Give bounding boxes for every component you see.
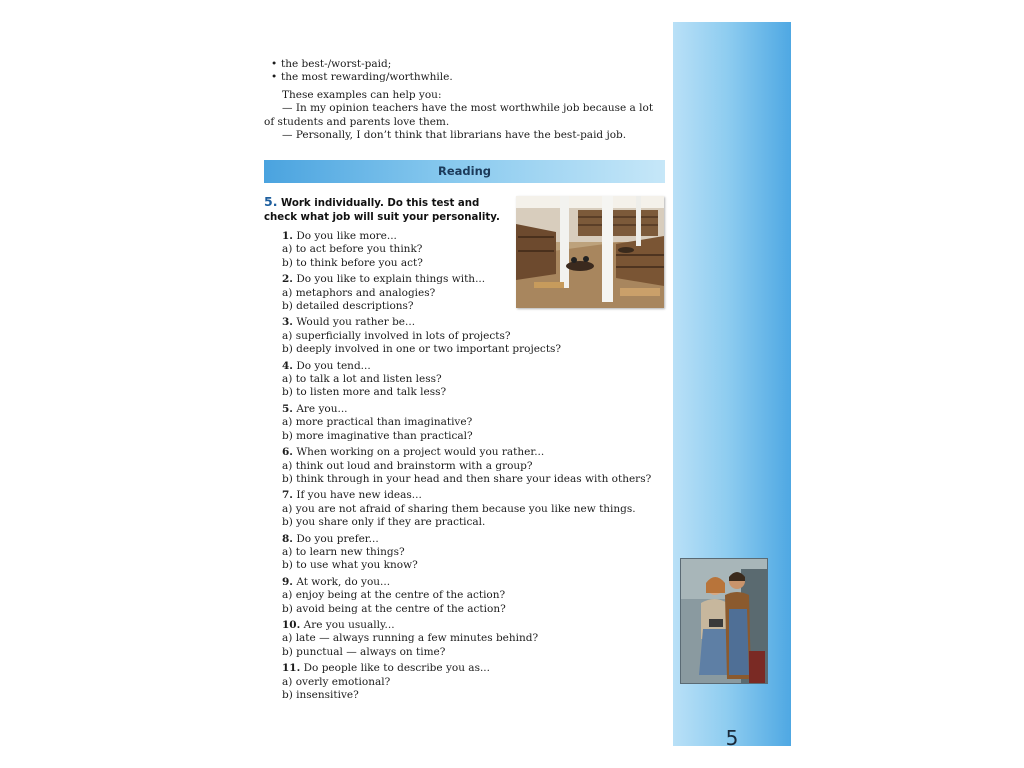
question-text	[282, 533, 672, 546]
couple-photo	[680, 558, 768, 684]
question-item	[282, 446, 672, 486]
option-b: b) to listen more and talk less?	[282, 386, 447, 399]
question-prompt: Are you...	[296, 402, 348, 415]
option-a: a) late — always running a few minutes behind?	[282, 632, 539, 645]
option-a: a) more practical than imaginative?	[282, 416, 473, 429]
examples-intro: These examples can help you:	[282, 88, 442, 101]
question-text	[282, 446, 672, 459]
question-prompt: When working on a project would you rather...	[296, 446, 545, 459]
bullet-item: • the most rewarding/worthwhile.	[271, 71, 453, 84]
option-a: a) you are not afraid of sharing them because you like new things.	[282, 502, 636, 515]
question-prompt: Do you like to explain things with...	[296, 273, 486, 286]
questionnaire	[282, 230, 672, 705]
option-b: b) to use what you know?	[282, 559, 418, 572]
question-item	[282, 316, 672, 356]
question-item	[282, 403, 672, 443]
question-number: 7.	[282, 489, 293, 502]
question-text	[282, 662, 672, 675]
option-b: b) punctual — always on time?	[282, 645, 446, 658]
question-text	[282, 360, 672, 373]
example-2: — Personally, I don’t think that librarians have the best-paid job.	[282, 129, 627, 142]
option-a: a) to talk a lot and listen less?	[282, 373, 442, 386]
question-item	[282, 619, 672, 659]
option-a: a) overly emotional?	[282, 675, 391, 688]
question-prompt: Are you usually...	[303, 618, 395, 631]
question-prompt: Do you like more...	[296, 230, 397, 242]
section-header-reading	[264, 160, 665, 183]
question-item	[282, 489, 672, 529]
question-item	[282, 273, 672, 313]
option-b: b) more imaginative than practical?	[282, 429, 473, 442]
task-line-1: Work individually. Do this test and	[281, 198, 480, 209]
option-b: b) avoid being at the centre of the action?	[282, 602, 506, 615]
option-a: a) metaphors and analogies?	[282, 286, 436, 299]
question-number: 2.	[282, 273, 293, 286]
option-a: a) enjoy being at the centre of the action?	[282, 589, 506, 602]
question-text	[282, 576, 672, 589]
side-margin-band	[673, 22, 791, 750]
question-item	[282, 360, 672, 400]
option-a: a) to act before you think?	[282, 243, 423, 256]
question-number: 5.	[282, 402, 293, 415]
example-1-line-2: of students and parents love them.	[264, 115, 450, 128]
task-number: 5.	[264, 194, 278, 209]
question-prompt: Would you rather be...	[296, 316, 416, 329]
example-1-line-1: — In my opinion teachers have the most worthwhile job because a lot	[282, 102, 654, 115]
question-number: 10.	[282, 618, 301, 631]
option-b: b) you share only if they are practical.	[282, 516, 486, 529]
bullet-text: the most rewarding/worthwhile.	[281, 71, 453, 84]
option-a: a) think out loud and brainstorm with a group?	[282, 459, 533, 472]
task-line-2: check what job will suit your personality.	[264, 211, 500, 223]
question-number: 6.	[282, 446, 293, 459]
section-title: Reading	[437, 164, 491, 178]
option-b: b) to think before you act?	[282, 256, 423, 269]
question-number: 3.	[282, 316, 293, 329]
question-text	[282, 489, 672, 502]
intro-block	[264, 58, 666, 142]
option-b: b) insensitive?	[282, 689, 359, 701]
question-text	[282, 403, 672, 416]
page-number: 5	[725, 726, 739, 750]
question-text	[282, 273, 672, 286]
task-heading	[264, 195, 514, 224]
question-number: 9.	[282, 575, 293, 588]
question-item	[282, 230, 672, 270]
question-number: 11.	[282, 662, 301, 675]
question-prompt: If you have new ideas...	[296, 489, 422, 502]
question-item	[282, 533, 672, 573]
option-a: a) to learn new things?	[282, 545, 405, 558]
option-b: b) detailed descriptions?	[282, 300, 414, 313]
question-item	[282, 576, 672, 616]
question-prompt: Do you tend...	[296, 359, 371, 372]
question-number: 4.	[282, 359, 293, 372]
option-b: b) deeply involved in one or two important projects?	[282, 343, 562, 356]
question-prompt: At work, do you...	[296, 575, 391, 588]
question-text	[282, 619, 672, 632]
question-prompt: Do people like to describe you as...	[303, 662, 490, 675]
question-prompt: Do you prefer...	[296, 532, 379, 545]
question-number: 1.	[282, 230, 293, 242]
question-text	[282, 230, 672, 243]
option-a: a) superficially involved in lots of projects?	[282, 329, 511, 342]
bullet-item: • the best-/worst-paid;	[271, 58, 392, 70]
question-item	[282, 662, 672, 702]
bullet-text: the best-/worst-paid;	[281, 58, 392, 70]
option-b: b) think through in your head and then share your ideas with others?	[282, 472, 652, 485]
question-number: 8.	[282, 532, 293, 545]
question-text	[282, 316, 672, 329]
